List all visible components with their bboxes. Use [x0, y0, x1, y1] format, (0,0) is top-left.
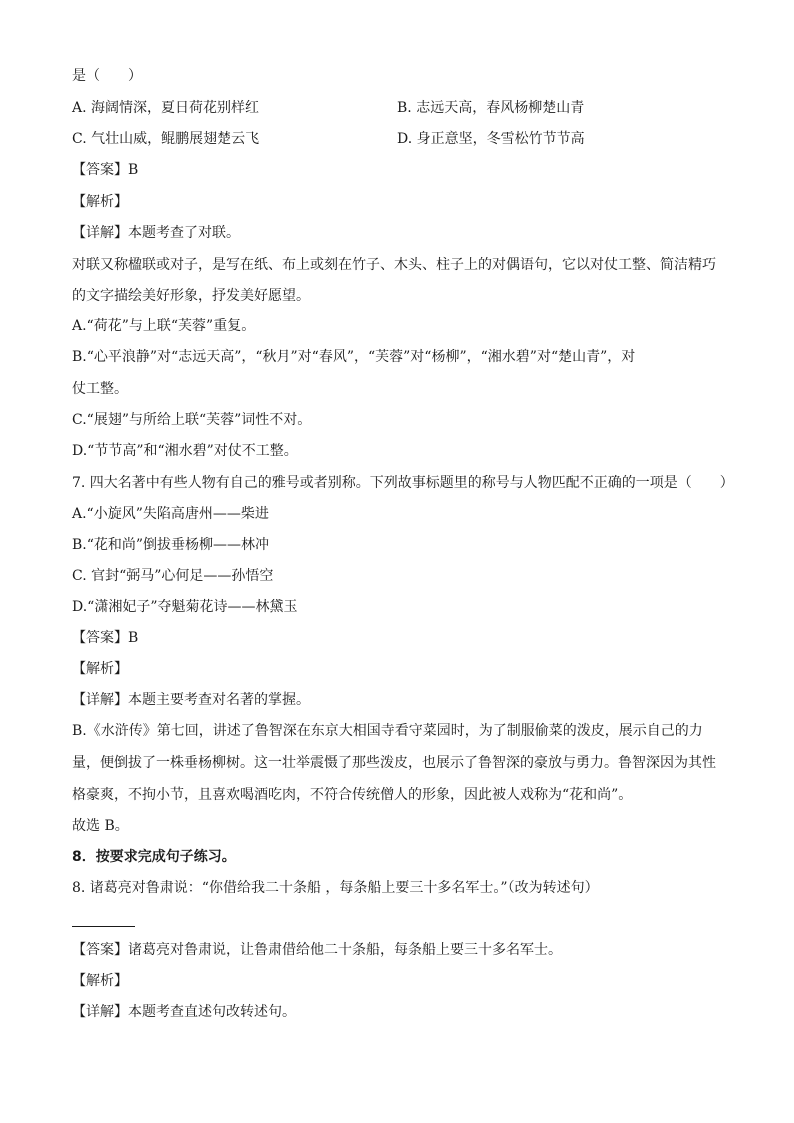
- q6-analysis-label: 【解析】: [72, 194, 128, 210]
- q7-detail: 【详解】本题主要考查对名著的掌握。: [72, 692, 310, 708]
- q7-stem: 7. 四大名著中有些人物有自己的雅号或者别称。下列故事标题里的称号与人物匹配不正确的一项是（ ）: [72, 475, 734, 491]
- q7-analysis-label: 【解析】: [72, 661, 128, 677]
- q7-option-a: A.“小旋风”失陷高唐州——柴进: [72, 506, 269, 522]
- q6-note-b: B.“心平浪静”对“志远天高”，“秋月”对“春风”，“芙蓉”对“杨柳”，“湘水碧”对“楚山青”，对: [72, 349, 636, 365]
- q8-section-heading: 8．按要求完成句子练习。: [72, 849, 236, 865]
- q6-note-a: A.“荷花”与上联“芙蓉”重复。: [72, 318, 256, 334]
- q6-answer: 【答案】B: [72, 162, 139, 178]
- q7-paragraph-line: B.《水浒传》第七回，讲述了鲁智深在东京大相国寺看守菜园时，为了制服偷菜的泼皮，展示自己的力: [72, 723, 703, 739]
- q6-stem-tail: 是（ ）: [72, 68, 142, 84]
- q6-note-c: C.“展翅”与所给上联“芙蓉”词性不对。: [72, 412, 312, 428]
- q8-answer: 【答案】诸葛亮对鲁肃说，让鲁肃借给他二十条船，每条船上要三十多名军士。: [72, 942, 562, 958]
- q7-conclusion: 故选 B。: [72, 818, 129, 834]
- q7-option-b: B.“花和尚”倒拔垂杨柳——林冲: [72, 537, 270, 553]
- q7-option-d: D.“潇湘妃子”夺魁菊花诗——林黛玉: [72, 599, 298, 615]
- q7-answer: 【答案】B: [72, 630, 139, 646]
- q6-option-c: C. 气壮山威，鲲鹏展翅楚云飞: [72, 131, 260, 147]
- q6-note-b-cont: 仗工整。: [72, 381, 128, 397]
- q6-paragraph-line: 的文字描绘美好形象，抒发美好愿望。: [72, 288, 310, 304]
- q6-note-d: D.“节节高”和“湘水碧”对仗不工整。: [72, 443, 298, 459]
- q7-option-c: C. 官封“弼马”心何足——孙悟空: [72, 568, 274, 584]
- q6-detail: 【详解】本题考查了对联。: [72, 225, 240, 241]
- q6-option-b: B. 志远天高，春风杨柳楚山青: [397, 100, 585, 116]
- q8-detail: 【详解】本题考查直述句改转述句。: [72, 1004, 296, 1020]
- q8-analysis-label: 【解析】: [72, 973, 128, 989]
- q6-option-a: A. 海阔情深，夏日荷花别样红: [72, 100, 260, 116]
- q7-paragraph-line: 格豪爽，不拘小节，且喜欢喝酒吃肉，不符合传统僧人的形象，因此被人戏称为“花和尚”。: [72, 787, 633, 803]
- q7-paragraph-line: 量，便倒拔了一株垂杨柳树。这一壮举震慑了那些泼皮，也展示了鲁智深的豪放与勇力。鲁智深因为其性: [72, 755, 716, 771]
- q8-stem: 8. 诸葛亮对鲁肃说：“你借给我二十条船 ，每条船上要三十多名军士。”（改为转述句）: [72, 880, 599, 896]
- q6-option-d: D. 身正意坚，冬雪松竹节节高: [397, 131, 585, 147]
- q6-paragraph-line: 对联又称楹联或对子，是写在纸、布上或刻在竹子、木头、柱子上的对偶语句，它以对仗工整、简洁精巧: [72, 257, 716, 273]
- answer-blank-line: [72, 926, 135, 927]
